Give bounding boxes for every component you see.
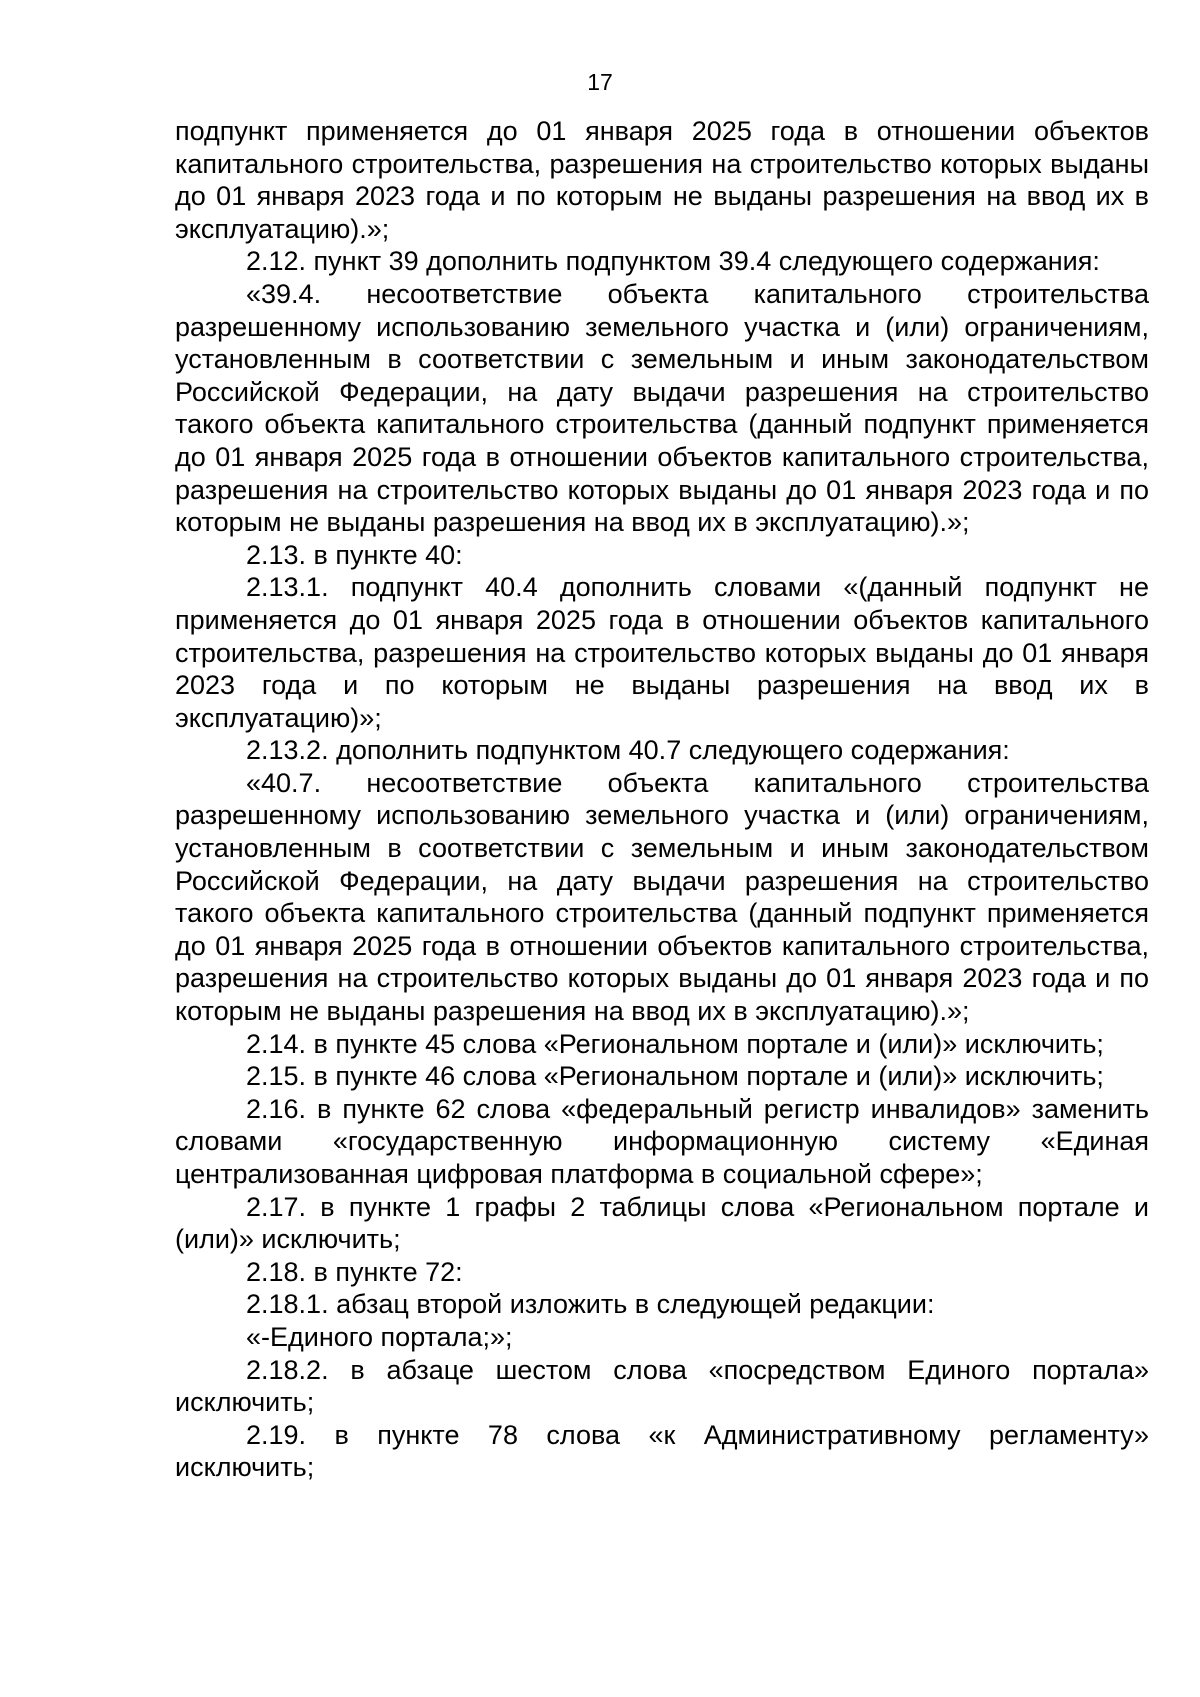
paragraph-2-12: 2.12. пункт 39 дополнить подпунктом 39.4 следующего содержания:	[246, 246, 1100, 277]
paragraph-2-13-2: 2.13.2. дополнить подпунктом 40.7 следующего содержания:	[246, 735, 1010, 766]
paragraph-2-16: 2.16. в пункте 62 слова «федеральный регистр инвалидов» заменить словами «государственную информационную систему «Единая централизованная цифровая платформа в социальной сфере»;	[175, 1093, 1149, 1189]
paragraph-2-18: 2.18. в пункте 72:	[246, 1256, 463, 1287]
paragraph-2-18-1: 2.18.1. абзац второй изложить в следующей редакции:	[246, 1289, 935, 1320]
paragraph-2-13-1: 2.13.1. подпункт 40.4 дополнить словами «(данный подпункт не применяется до 01 января 2025 года в отношении объектов капитального строительства, разрешения на строительство которых выданы до 01 января 2023 года и по которым не выданы разрешения на ввод их в эксплуатацию)»;	[175, 572, 1149, 733]
paragraph-2-14: 2.14. в пункте 45 слова «Региональном портале и (или)» исключить;	[246, 1028, 1104, 1059]
paragraph-2-15: 2.15. в пункте 46 слова «Региональном портале и (или)» исключить;	[246, 1061, 1104, 1092]
paragraph-40-7: «40.7. несоответствие объекта капитального строительства разрешенному использованию земельного участка и (или) ограничениям, установленным в соответствии с земельным и иным законодательством Российской Федерации, на дату выдачи разрешения на строительство такого объекта капитального строительства (данный подпункт применяется до 01 января 2025 года в отношении объектов капитального строительства, разрешения на строительство которых выданы до 01 января 2023 года и по которым не выданы разрешения на ввод их в эксплуатацию).»;	[175, 767, 1149, 1027]
paragraph-continuation: подпункт применяется до 01 января 2025 года в отношении объектов капитального строительства, разрешения на строительство которых выданы до 01 января 2023 года и по которым не выданы разрешения на ввод их в эксплуатацию).»;	[175, 116, 1149, 244]
document-body	[175, 115, 1149, 1484]
paragraph-2-17: 2.17. в пункте 1 графы 2 таблицы слова «Региональном портале и (или)» исключить;	[175, 1191, 1149, 1255]
paragraph-2-19: 2.19. в пункте 78 слова «к Административному регламенту» исключить;	[175, 1419, 1149, 1483]
paragraph-2-18-2: 2.18.2. в абзаце шестом слова «посредством Единого портала» исключить;	[175, 1354, 1149, 1418]
paragraph-2-13: 2.13. в пункте 40:	[246, 539, 463, 570]
paragraph-quote-portal: «-Единого портала;»;	[246, 1321, 513, 1352]
paragraph-39-4: «39.4. несоответствие объекта капитального строительства разрешенному использованию земельного участка и (или) ограничениям, установленным в соответствии с земельным и иным законодательством Российской Федерации, на дату выдачи разрешения на строительство такого объекта капитального строительства (данный подпункт применяется до 01 января 2025 года в отношении объектов капитального строительства, разрешения на строительство которых выданы до 01 января 2023 года и по которым не выданы разрешения на ввод их в эксплуатацию).»;	[175, 278, 1149, 538]
page-number: 17	[587, 69, 613, 95]
